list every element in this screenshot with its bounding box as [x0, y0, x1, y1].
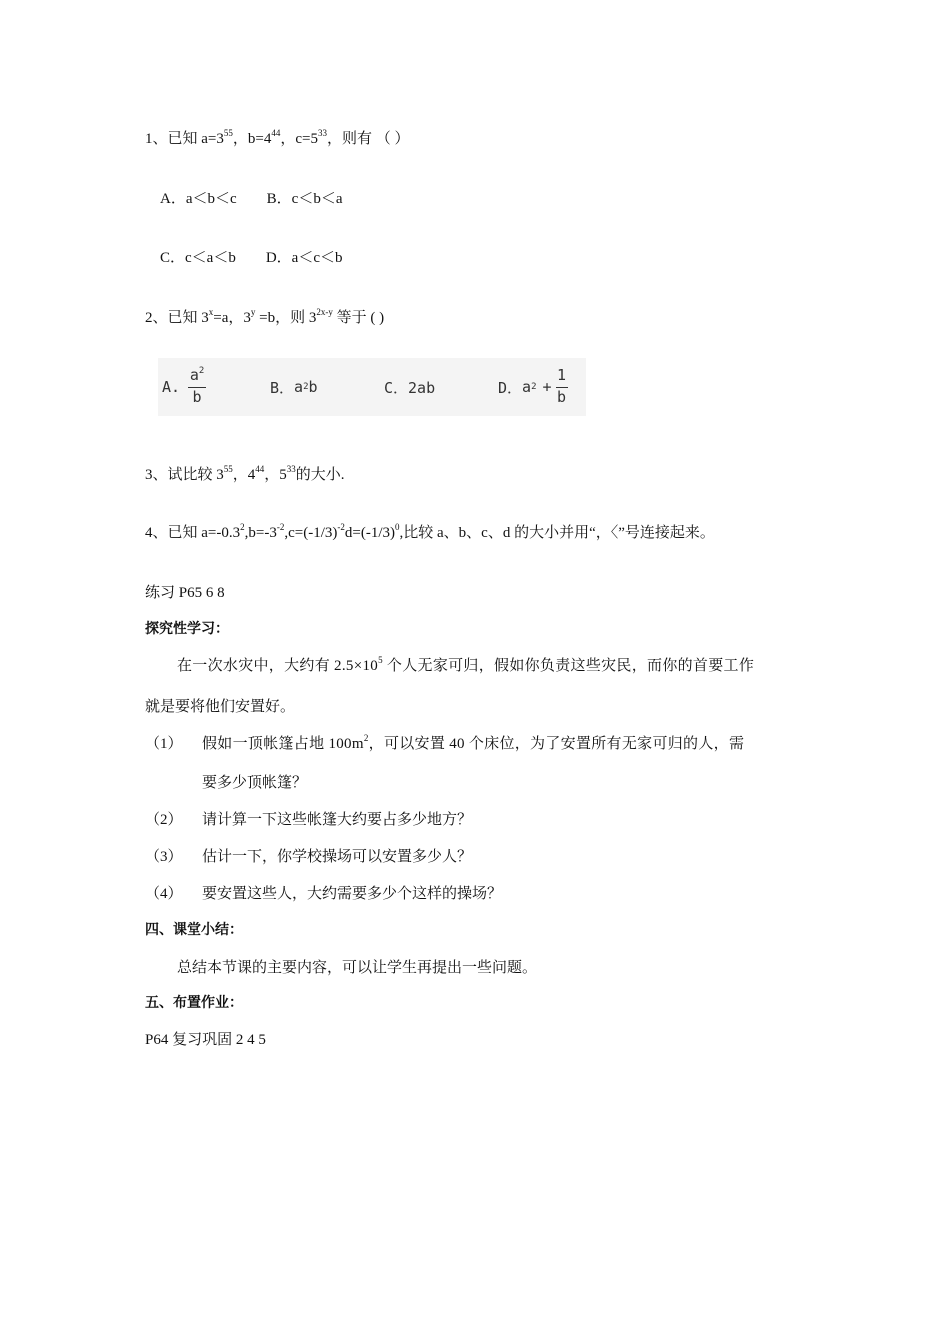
explore-item-2: 请计算一下这些帐篷大约要占多少地方？: [202, 812, 473, 828]
question-1: 1、已知 $a=3^{55}$，$b=4^{44}$，$c=5^{33}$，则有 （ ）: [145, 128, 410, 147]
explore-item-2-number: （2）: [145, 812, 183, 828]
explore-item-4: 要安置这些人，大约需要多少个这样的操场？: [202, 886, 503, 902]
option-d: D．a＜c＜b: [265, 250, 343, 266]
question-2: 2、已知 $3^x=a$，$3^y =b$，则 $3^{2x-y}$ 等于 ( ): [145, 307, 385, 326]
option-b: B． a 2 b: [270, 378, 318, 397]
summary-text: 总结本节课的主要内容，可以让学生再提出一些问题。: [177, 960, 538, 976]
question-2-options-image: [158, 358, 586, 416]
explore-item-1: 假如一顶帐篷占地 $100m^2$，可以安置 40 个床位，为了安置所有无家可归的人，需: [202, 733, 745, 752]
explore-item-1-number: （1）: [145, 736, 183, 752]
explore-item-4-number: （4）: [145, 886, 183, 902]
question-4: 4、已知 $a=-0.3^2,b=-3^{-2},c=(-1/3)^{-2}d=(-1/3)^0$,比较 a、b、c、d 的大小并用“，〈”号连接起来。: [145, 522, 715, 541]
option-a: A. $\frac{a^2}{b}$: [162, 366, 205, 406]
explore-item-3: 估计一下，你学校操场可以安置多少人？: [202, 849, 473, 865]
option-d: D． a 2 + $\frac{1}{b}$: [498, 366, 567, 406]
explore-heading: 探究性学习：: [145, 621, 229, 637]
question-1-options-row2: [160, 246, 342, 267]
option-b: B．c＜b＜a: [266, 191, 343, 207]
summary-heading: 四、课堂小结：: [145, 922, 243, 938]
option-a: A．a＜b＜c: [160, 191, 237, 207]
explore-paragraph-cont: 就是要将他们安置好。: [145, 699, 296, 715]
explore-item-1-cont: 要多少顶帐篷？: [202, 775, 308, 791]
option-c: C．2ab: [384, 378, 436, 397]
option-c: C．c＜a＜b: [160, 250, 236, 266]
explore-item-3-number: （3）: [145, 849, 183, 865]
question-3: 3、试比较 $3^{55}$，$4^{44}$，$5^{33}$的大小.: [145, 464, 345, 483]
homework-heading: 五、布置作业：: [145, 995, 243, 1011]
homework-text: P64 复习巩固 2 4 5: [145, 1032, 266, 1048]
explore-paragraph: 在一次水灾中，大约有 $2.5\times 10^5$ 个人无家可归，假如你负责这些灾民，而你的首要工作: [177, 655, 755, 674]
practice-line: 练习 P65 6 8: [145, 585, 225, 601]
question-1-options-row1: [160, 187, 342, 208]
